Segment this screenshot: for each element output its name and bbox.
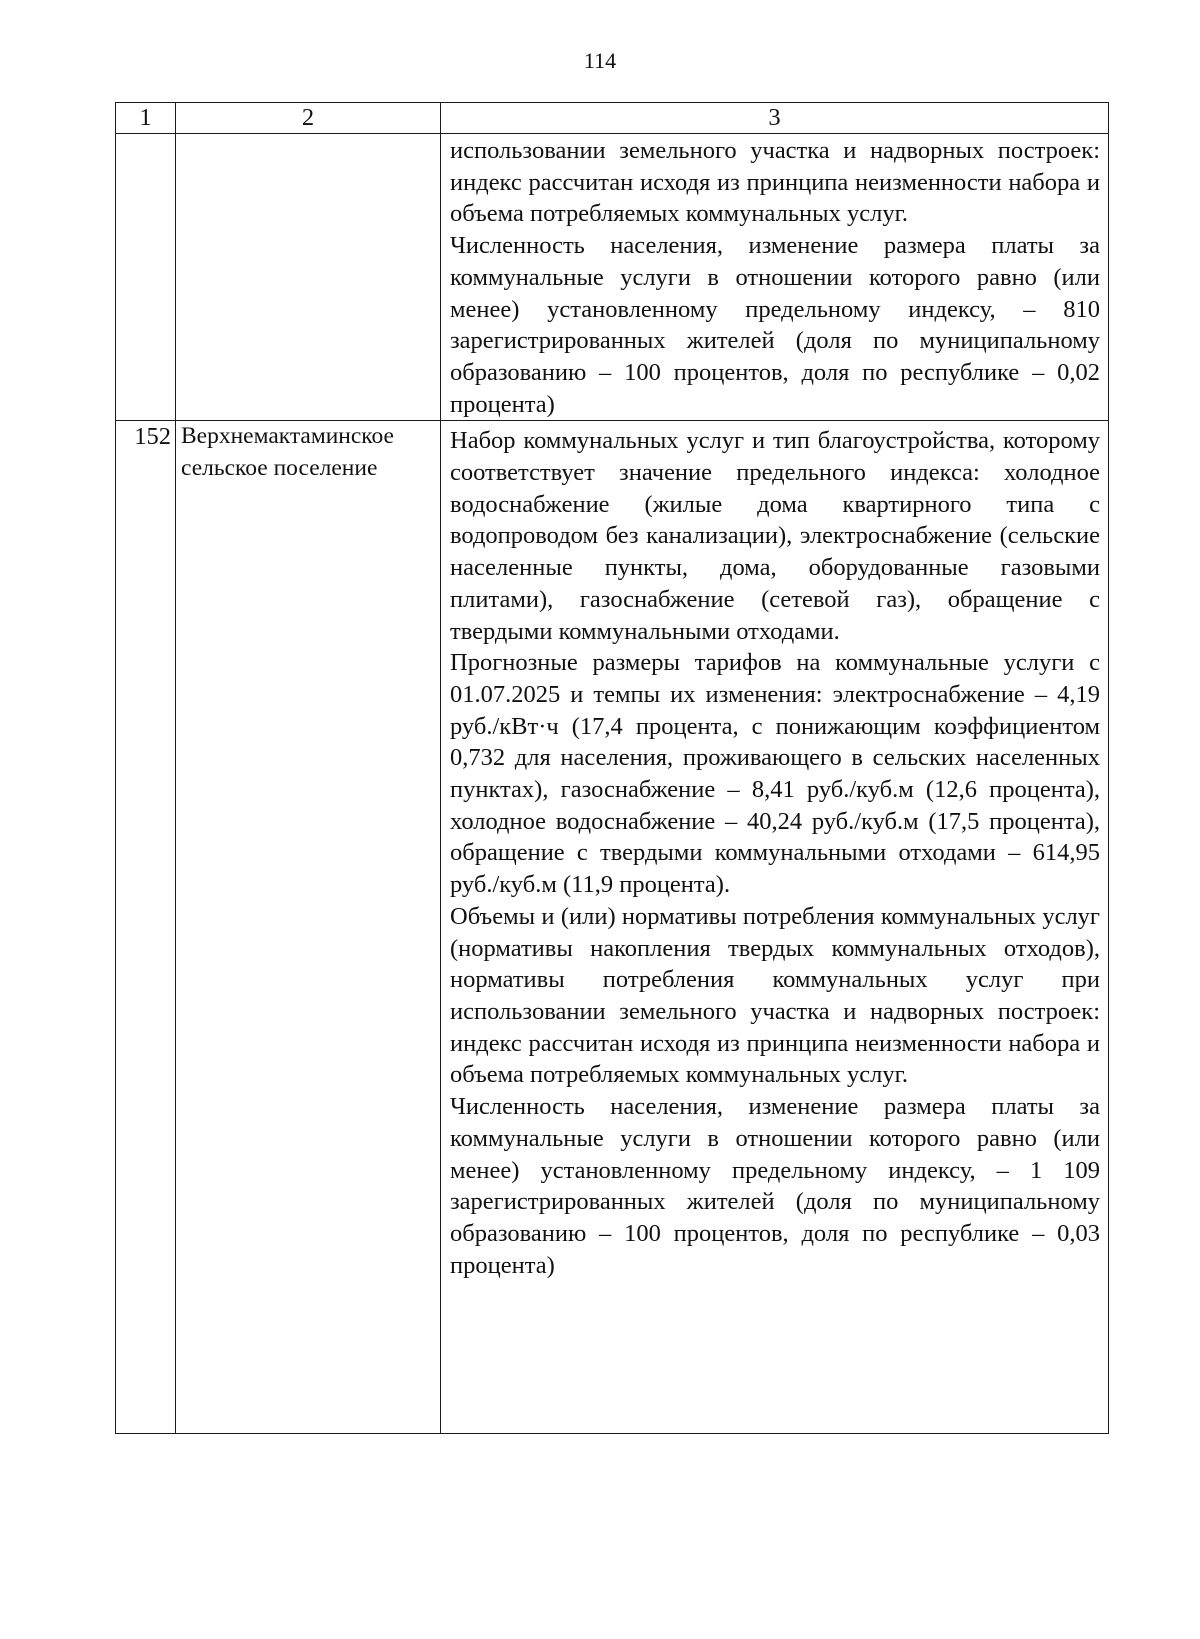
table-header-row	[116, 103, 1109, 134]
column-header-2: 2	[176, 103, 441, 134]
paragraph-consumption-volumes: использовании земельного участка и надворных построек: индекс рассчитан исходя из принципа неизменности набора и объема потребляемых коммунальных услуг.	[450, 137, 1100, 228]
regulation-table	[115, 102, 1109, 1434]
column-header-1: 1	[116, 103, 176, 134]
municipality-name-cell	[176, 134, 441, 421]
municipality-name-cell: Верхнемактаминское сельское поселение	[176, 421, 441, 1434]
row-number-cell: 152	[116, 421, 176, 1434]
description-cell	[441, 134, 1109, 421]
description-cell	[441, 421, 1109, 1434]
paragraph-consumption-volumes: Объемы и (или) нормативы потребления коммунальных услуг (нормативы накопления твердых коммунальных отходов), нормативы потребления коммунальных услуг при использовании земельного участка и надворных построек: индекс рассчитан исходя из принципа неизменности набора и объема потребляемых коммунальных услуг.	[450, 902, 1100, 1089]
table-row-continuation	[116, 134, 1109, 421]
paragraph-population: Численность населения, изменение размера платы за коммунальные услуги в отношении которого равно (или менее) установленному предельному индексу, – 810 зарегистрированных жителей (доля по муниципальному образованию – 100 процентов, доля по республике – 0,02 процента)	[450, 232, 1100, 418]
table-row-152	[116, 421, 1109, 1434]
paragraph-tariffs: Прогнозные размеры тарифов на коммунальные услуги с 01.07.2025 и темпы их изменения: электроснабжение – 4,19 руб./кВт·ч (17,4 процента, с понижающим коэффициентом 0,732 для населения, проживающего в сельских населенных пунктах), газоснабжение – 8,41 руб./куб.м (12,6 процента), холодное водоснабжение – 40,24 руб./куб.м (17,5 процента), обращение с твердыми коммунальными отходами – 614,95 руб./куб.м (11,9 процента).	[450, 649, 1100, 899]
paragraph-services-set: Набор коммунальных услуг и тип благоустройства, которому соответствует значение предельного индекса: холодное водоснабжение (жилые дома квартирного типа с водопроводом без канализации), электроснабжение (сельские населенные пункты, дома, оборудованные газовыми плитами), газоснабжение (сетевой газ), обращение с твердыми коммунальными отходами.	[450, 427, 1100, 645]
column-header-3: 3	[441, 103, 1109, 134]
row-number-cell	[116, 134, 176, 421]
paragraph-population: Численность населения, изменение размера платы за коммунальные услуги в отношении которого равно (или менее) установленному предельному индексу, – 1 109 зарегистрированных жителей (доля по муниципальному образованию – 100 процентов, доля по республике – 0,03 процента)	[450, 1093, 1100, 1279]
page-number: 114	[583, 48, 617, 73]
